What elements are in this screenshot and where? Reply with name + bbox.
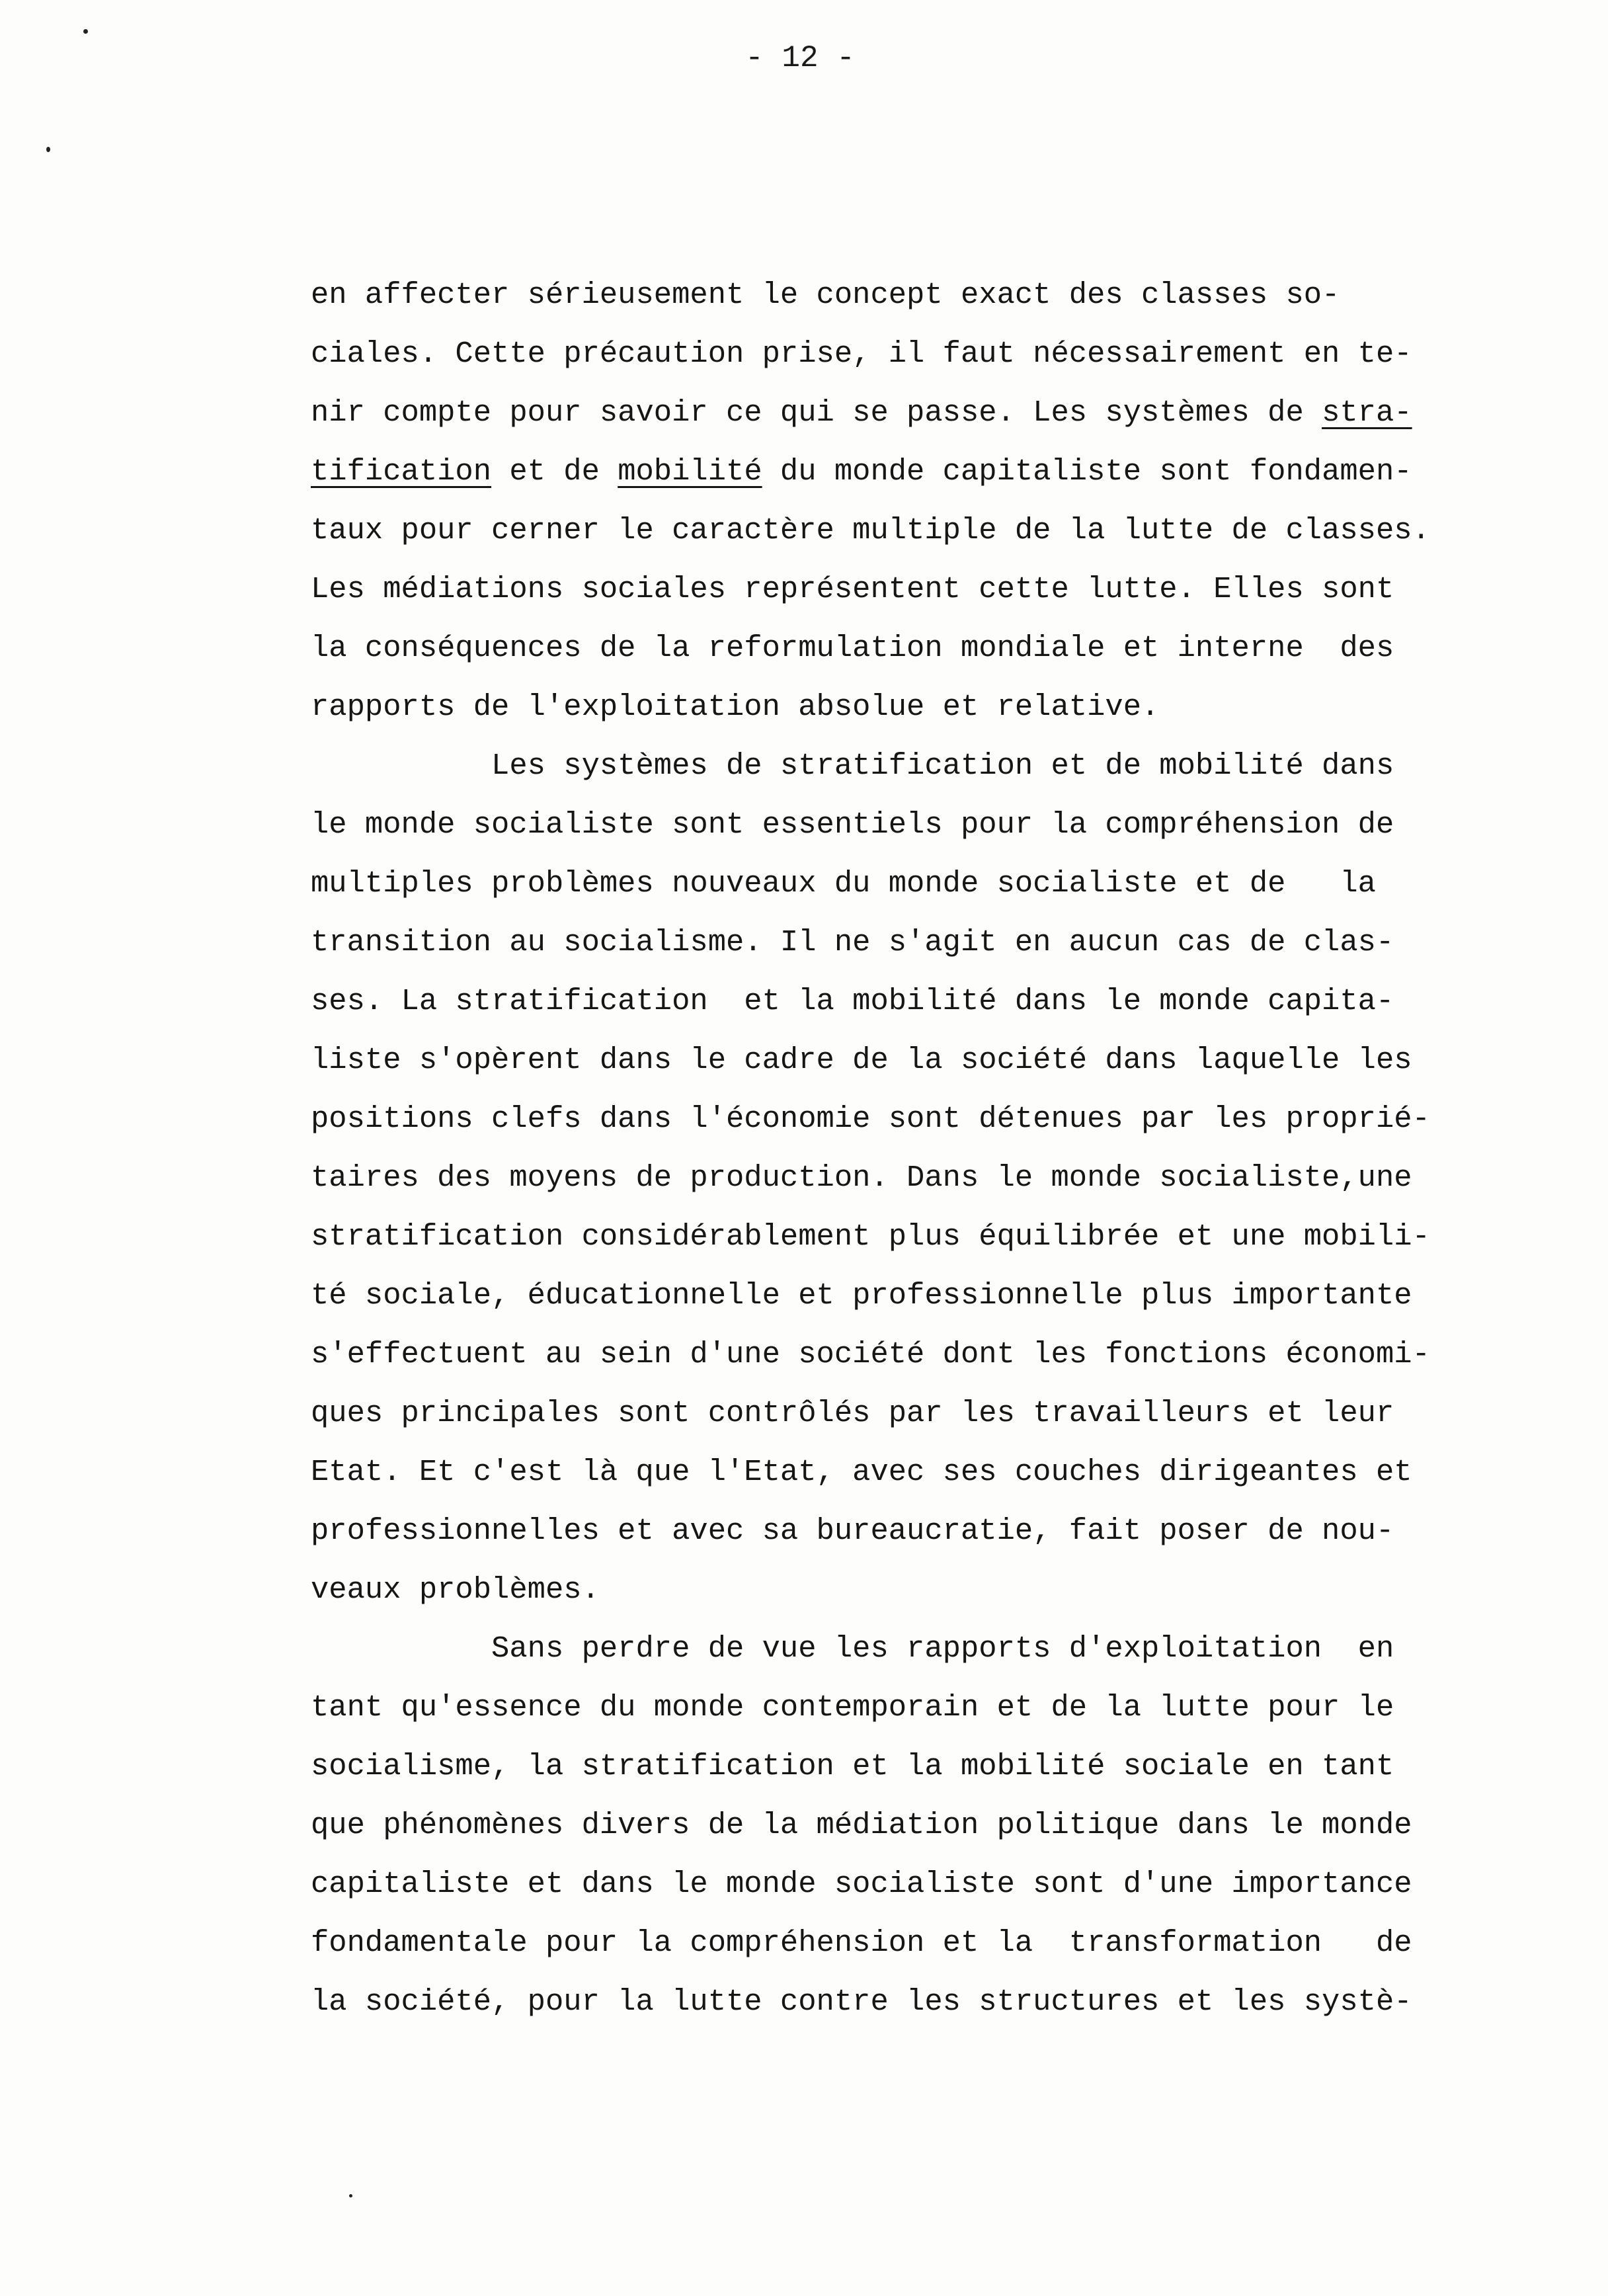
- text-line: Les médiations sociales représentent cette lutte. Elles sont: [311, 572, 1394, 606]
- underlined-term: tification: [311, 454, 492, 489]
- text-line: [311, 442, 1412, 501]
- underlined-term: mobilité: [618, 454, 762, 489]
- text-fragment: du monde capitaliste sont fondamen-: [762, 454, 1412, 489]
- text-line: multiples problèmes nouveaux du monde socialiste et de la: [311, 866, 1376, 901]
- text-line: s'effectuent au sein d'une société dont les fonctions économi-: [311, 1337, 1430, 1372]
- text-line: ciales. Cette précaution prise, il faut nécessairement en te-: [311, 337, 1412, 371]
- text-line: la société, pour la lutte contre les structures et les systè-: [311, 1985, 1412, 2019]
- text-line: ses. La stratification et la mobilité dans le monde capita-: [311, 984, 1394, 1018]
- text-line: rapports de l'exploitation absolue et relative.: [311, 690, 1160, 724]
- text-line: Les systèmes de stratification et de mobilité dans: [311, 749, 1394, 783]
- text-line: le monde socialiste sont essentiels pour la compréhension de: [311, 807, 1394, 842]
- text-line: Etat. Et c'est là que l'Etat, avec ses couches dirigeantes et: [311, 1455, 1412, 1489]
- paper-speck: [83, 29, 88, 34]
- text-line: capitaliste et dans le monde socialiste sont d'une importance: [311, 1867, 1412, 1901]
- text-line: la conséquences de la reformulation mondiale et interne des: [311, 631, 1394, 665]
- text-line: tant qu'essence du monde contemporain et de la lutte pour le: [311, 1690, 1394, 1725]
- text-line: positions clefs dans l'économie sont détenues par les proprié-: [311, 1102, 1430, 1136]
- paper-speck: [46, 147, 50, 152]
- text-line: transition au socialisme. Il ne s'agit en aucun cas de clas-: [311, 925, 1394, 960]
- text-line: stratification considérablement plus équilibrée et une mobili-: [311, 1219, 1430, 1254]
- text-line: que phénomènes divers de la médiation politique dans le monde: [311, 1808, 1412, 1842]
- text-line: veaux problèmes.: [311, 1573, 600, 1607]
- underlined-term: stra-: [1322, 395, 1412, 430]
- text-fragment: nir compte pour savoir ce qui se passe. Les systèmes de: [311, 395, 1322, 430]
- text-line: taux pour cerner le caractère multiple de la lutte de classes.: [311, 513, 1430, 548]
- text-line: ques principales sont contrôlés par les travailleurs et leur: [311, 1396, 1394, 1430]
- text-line: liste s'opèrent dans le cadre de la société dans laquelle les: [311, 1043, 1412, 1077]
- text-line: Sans perdre de vue les rapports d'exploitation en: [311, 1631, 1394, 1666]
- text-line: té sociale, éducationnelle et professionnelle plus importante: [311, 1278, 1412, 1313]
- text-line: professionnelles et avec sa bureaucratie, fait poser de nou-: [311, 1514, 1394, 1548]
- text-line: socialisme, la stratification et la mobilité sociale en tant: [311, 1749, 1394, 1784]
- paper-speck: [349, 2194, 352, 2197]
- text-line: en affecter sérieusement le concept exact des classes so-: [311, 278, 1340, 312]
- page-number: - 12 -: [745, 41, 855, 75]
- body-text: [311, 266, 1430, 2031]
- text-line: fondamentale pour la compréhension et la transformation de: [311, 1926, 1412, 1960]
- text-line: taires des moyens de production. Dans le monde socialiste,une: [311, 1161, 1412, 1195]
- text-fragment: et de: [491, 454, 618, 489]
- text-line: [311, 384, 1412, 442]
